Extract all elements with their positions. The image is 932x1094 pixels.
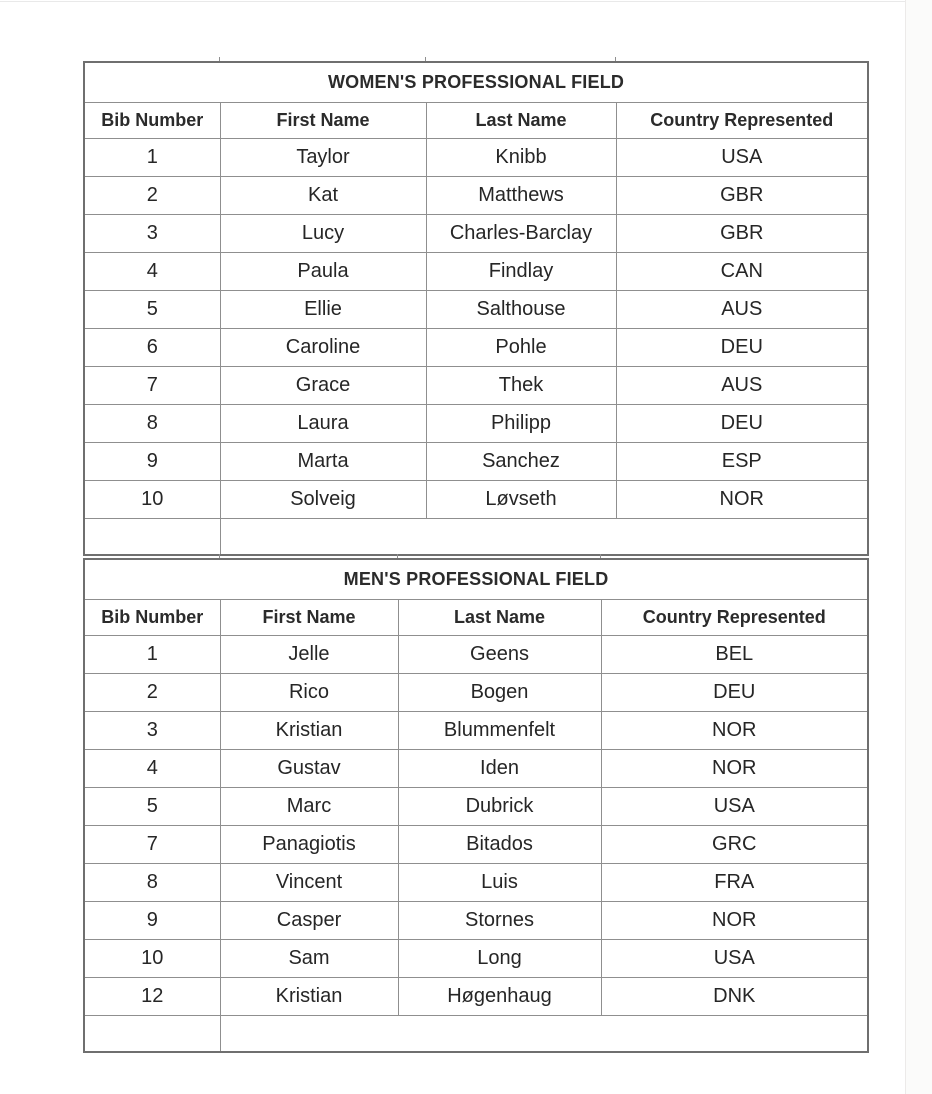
table-cell: 1 [84,636,220,674]
table-row [84,329,868,367]
table-cell: 10 [84,481,220,519]
table-cell: USA [601,940,868,978]
table-cell: DEU [616,405,868,443]
table-title-row [84,559,868,600]
table-cell: Taylor [220,139,426,177]
table-row [84,826,868,864]
table-cell: 7 [84,826,220,864]
column-header-bib-number: Bib Number [84,103,220,139]
table-cell: USA [616,139,868,177]
table-cell: BEL [601,636,868,674]
table-cell: Kristian [220,712,398,750]
table-cell: 5 [84,788,220,826]
table-header-row [84,103,868,139]
table-cell: Vincent [220,864,398,902]
table-cell: 8 [84,405,220,443]
women-table-body [84,139,868,519]
table-cell: USA [601,788,868,826]
table-cell: Solveig [220,481,426,519]
table-cell: Dubrick [398,788,601,826]
table-cell: Jelle [220,636,398,674]
table-cell: 10 [84,940,220,978]
content-area [83,61,867,1053]
table-cell: Kristian [220,978,398,1016]
table-cell: AUS [616,367,868,405]
table-cell: Lucy [220,215,426,253]
men-table-title: MEN'S PROFESSIONAL FIELD [84,559,868,600]
table-cell: Findlay [426,253,616,291]
table-cell: Marta [220,443,426,481]
table-cell: Laura [220,405,426,443]
table-cell: 2 [84,177,220,215]
table-cell: Thek [426,367,616,405]
table-cell: AUS [616,291,868,329]
grid-artifact-line [615,57,616,61]
column-header-bib-number: Bib Number [84,600,220,636]
grid-artifact-line [600,554,601,558]
empty-cell [84,1016,220,1053]
table-cell: NOR [601,750,868,788]
grid-artifact-line [219,57,220,61]
empty-row [84,519,868,556]
table-cell: 5 [84,291,220,329]
table-row [84,291,868,329]
table-row [84,139,868,177]
table-cell: 7 [84,367,220,405]
table-row [84,674,868,712]
grid-artifact-line [219,554,220,558]
table-row [84,978,868,1016]
table-cell: Philipp [426,405,616,443]
table-cell: 2 [84,674,220,712]
table-cell: GBR [616,177,868,215]
table-cell: NOR [601,712,868,750]
table-cell: 1 [84,139,220,177]
empty-cell [220,519,868,556]
table-cell: GRC [601,826,868,864]
table-row [84,788,868,826]
table-cell: Knibb [426,139,616,177]
table-cell: Blummenfelt [398,712,601,750]
table-row [84,367,868,405]
table-row [84,215,868,253]
table-cell: Rico [220,674,398,712]
table-cell: NOR [601,902,868,940]
table-cell: 4 [84,750,220,788]
table-cell: Stornes [398,902,601,940]
column-header-country: Country Represented [601,600,868,636]
table-cell: Ellie [220,291,426,329]
column-header-last-name: Last Name [426,103,616,139]
table-cell: 12 [84,978,220,1016]
table-cell: DEU [616,329,868,367]
table-cell: Bogen [398,674,601,712]
empty-cell [220,1016,868,1053]
table-cell: Bitados [398,826,601,864]
men-table [83,558,869,1053]
table-cell: Casper [220,902,398,940]
table-cell: Høgenhaug [398,978,601,1016]
table-cell: 8 [84,864,220,902]
table-cell: 3 [84,712,220,750]
table-cell: NOR [616,481,868,519]
page-right-rail [905,0,932,1094]
empty-cell [84,519,220,556]
table-row [84,443,868,481]
table-row [84,864,868,902]
table-title-row [84,62,868,103]
table-cell: Løvseth [426,481,616,519]
table-cell: Marc [220,788,398,826]
table-cell: 3 [84,215,220,253]
table-cell: DNK [601,978,868,1016]
grid-artifact-line [425,57,426,61]
table-row [84,405,868,443]
column-header-country: Country Represented [616,103,868,139]
women-table-title: WOMEN'S PROFESSIONAL FIELD [84,62,868,103]
column-header-last-name: Last Name [398,600,601,636]
table-cell: 9 [84,443,220,481]
table-cell: Sanchez [426,443,616,481]
table-cell: CAN [616,253,868,291]
women-table-section [83,61,867,556]
table-row [84,940,868,978]
table-row [84,481,868,519]
table-cell: ESP [616,443,868,481]
table-cell: 9 [84,902,220,940]
table-cell: 4 [84,253,220,291]
table-row [84,712,868,750]
table-cell: Pohle [426,329,616,367]
table-cell: Salthouse [426,291,616,329]
table-cell: Iden [398,750,601,788]
table-cell: Geens [398,636,601,674]
table-cell: Grace [220,367,426,405]
table-header-row [84,600,868,636]
table-row [84,253,868,291]
table-cell: Gustav [220,750,398,788]
table-cell: Luis [398,864,601,902]
table-row [84,636,868,674]
table-cell: FRA [601,864,868,902]
table-cell: Caroline [220,329,426,367]
table-cell: GBR [616,215,868,253]
table-row [84,750,868,788]
table-cell: 6 [84,329,220,367]
table-row [84,902,868,940]
table-cell: Charles-Barclay [426,215,616,253]
table-cell: Panagiotis [220,826,398,864]
empty-row [84,1016,868,1053]
table-cell: Matthews [426,177,616,215]
table-row [84,177,868,215]
women-table [83,61,869,556]
table-cell: Kat [220,177,426,215]
column-header-first-name: First Name [220,103,426,139]
table-cell: DEU [601,674,868,712]
table-cell: Long [398,940,601,978]
men-table-body [84,636,868,1016]
table-cell: Paula [220,253,426,291]
column-header-first-name: First Name [220,600,398,636]
men-table-section [83,558,867,1053]
page-top-divider [0,1,932,2]
table-cell: Sam [220,940,398,978]
grid-artifact-line [397,554,398,558]
